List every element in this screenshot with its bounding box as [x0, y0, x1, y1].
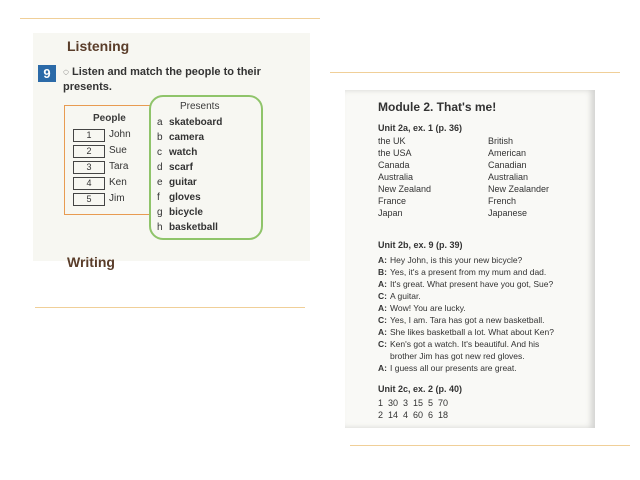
country: Canada [378, 160, 410, 170]
present-item: bicycle [169, 207, 203, 218]
present-item: skateboard [169, 117, 223, 128]
section-heading: Unit 2b, ex. 9 (p. 39) [378, 240, 463, 250]
module-title: Module 2. That's me! [378, 100, 497, 114]
person-name: Jim [109, 193, 125, 204]
nationality: Canadian [488, 160, 527, 170]
present-letter: c [157, 147, 162, 158]
person-name: Ken [109, 177, 127, 188]
listening-heading: Listening [67, 38, 130, 54]
dialogue-line: B: Yes, it's a present from my mum and dad. [378, 267, 547, 277]
writing-heading-cut-off: Writing [67, 254, 115, 270]
dialogue-line: A: I guess all our presents are great. [378, 363, 517, 373]
section-heading: Unit 2a, ex. 1 (p. 36) [378, 123, 463, 133]
section-heading: Unit 2c, ex. 2 (p. 40) [378, 384, 463, 394]
people-number-box: 1 [73, 129, 105, 142]
presents-heading: Presents [180, 101, 220, 112]
dialogue-line: A: Wow! You are lucky. [378, 303, 466, 313]
nationality: British [488, 136, 514, 146]
exercise-number-badge: 9 [38, 65, 56, 82]
present-item: gloves [169, 192, 201, 203]
nationality: American [488, 148, 527, 158]
present-item: guitar [169, 177, 197, 188]
country: New Zealand [378, 184, 432, 194]
country: the UK [378, 136, 406, 146]
present-letter: g [157, 207, 163, 218]
people-heading: People [93, 113, 126, 124]
people-number-box: 4 [73, 177, 105, 190]
nationality: New Zealander [488, 184, 550, 194]
dialogue-line: brother Jim has got new red gloves. [390, 351, 525, 361]
people-number-box: 2 [73, 145, 105, 158]
people-number-box: 5 [73, 193, 105, 206]
decor-line-bottom-right [350, 445, 630, 446]
present-letter: b [157, 132, 163, 143]
decor-line-top-left [20, 18, 320, 19]
dialogue-line: A: Hey John, is this your new bicycle? [378, 255, 523, 265]
decor-line-mid-left [35, 307, 305, 308]
present-letter: h [157, 222, 163, 233]
dialogue-line: C: Yes, I am. Tara has got a new basketball. [378, 315, 545, 325]
listening-exercise-scan [33, 33, 310, 270]
present-letter: a [157, 117, 163, 128]
present-letter: e [157, 177, 163, 188]
headphones-icon: ◌ [63, 67, 69, 78]
present-letter: d [157, 162, 163, 173]
answer-key-scan [345, 90, 595, 428]
people-number-box: 3 [73, 161, 105, 174]
dialogue-line: C: Ken's got a watch. It's beautiful. And his [378, 339, 540, 349]
dialogue-line: A: She likes basketball a lot. What about Ken? [378, 327, 554, 337]
person-name: John [109, 129, 131, 140]
country: France [378, 196, 407, 206]
answer-row: 2 14 4 60 6 18 [378, 410, 449, 420]
dialogue-line: C: A guitar. [378, 291, 421, 301]
present-item: basketball [169, 222, 218, 233]
dialogue-line: A: It's great. What present have you got, Sue? [378, 279, 554, 289]
country: Australia [378, 172, 414, 182]
decor-line-top-right [330, 72, 620, 73]
person-name: Sue [109, 145, 127, 156]
answer-row: 1 30 3 15 5 70 [378, 398, 449, 408]
present-letter: f [157, 192, 160, 203]
present-item: scarf [169, 162, 193, 173]
present-item: camera [169, 132, 205, 143]
nationality: French [488, 196, 517, 206]
person-name: Tara [109, 161, 129, 172]
nationality: Australian [488, 172, 529, 182]
nationality: Japanese [488, 208, 528, 218]
country: Japan [378, 208, 403, 218]
present-item: watch [169, 147, 198, 158]
instruction-line-1: ◌ Listen and match the people to their [63, 66, 261, 78]
instruction-line-2: presents. [63, 81, 112, 93]
country: the USA [378, 148, 412, 158]
